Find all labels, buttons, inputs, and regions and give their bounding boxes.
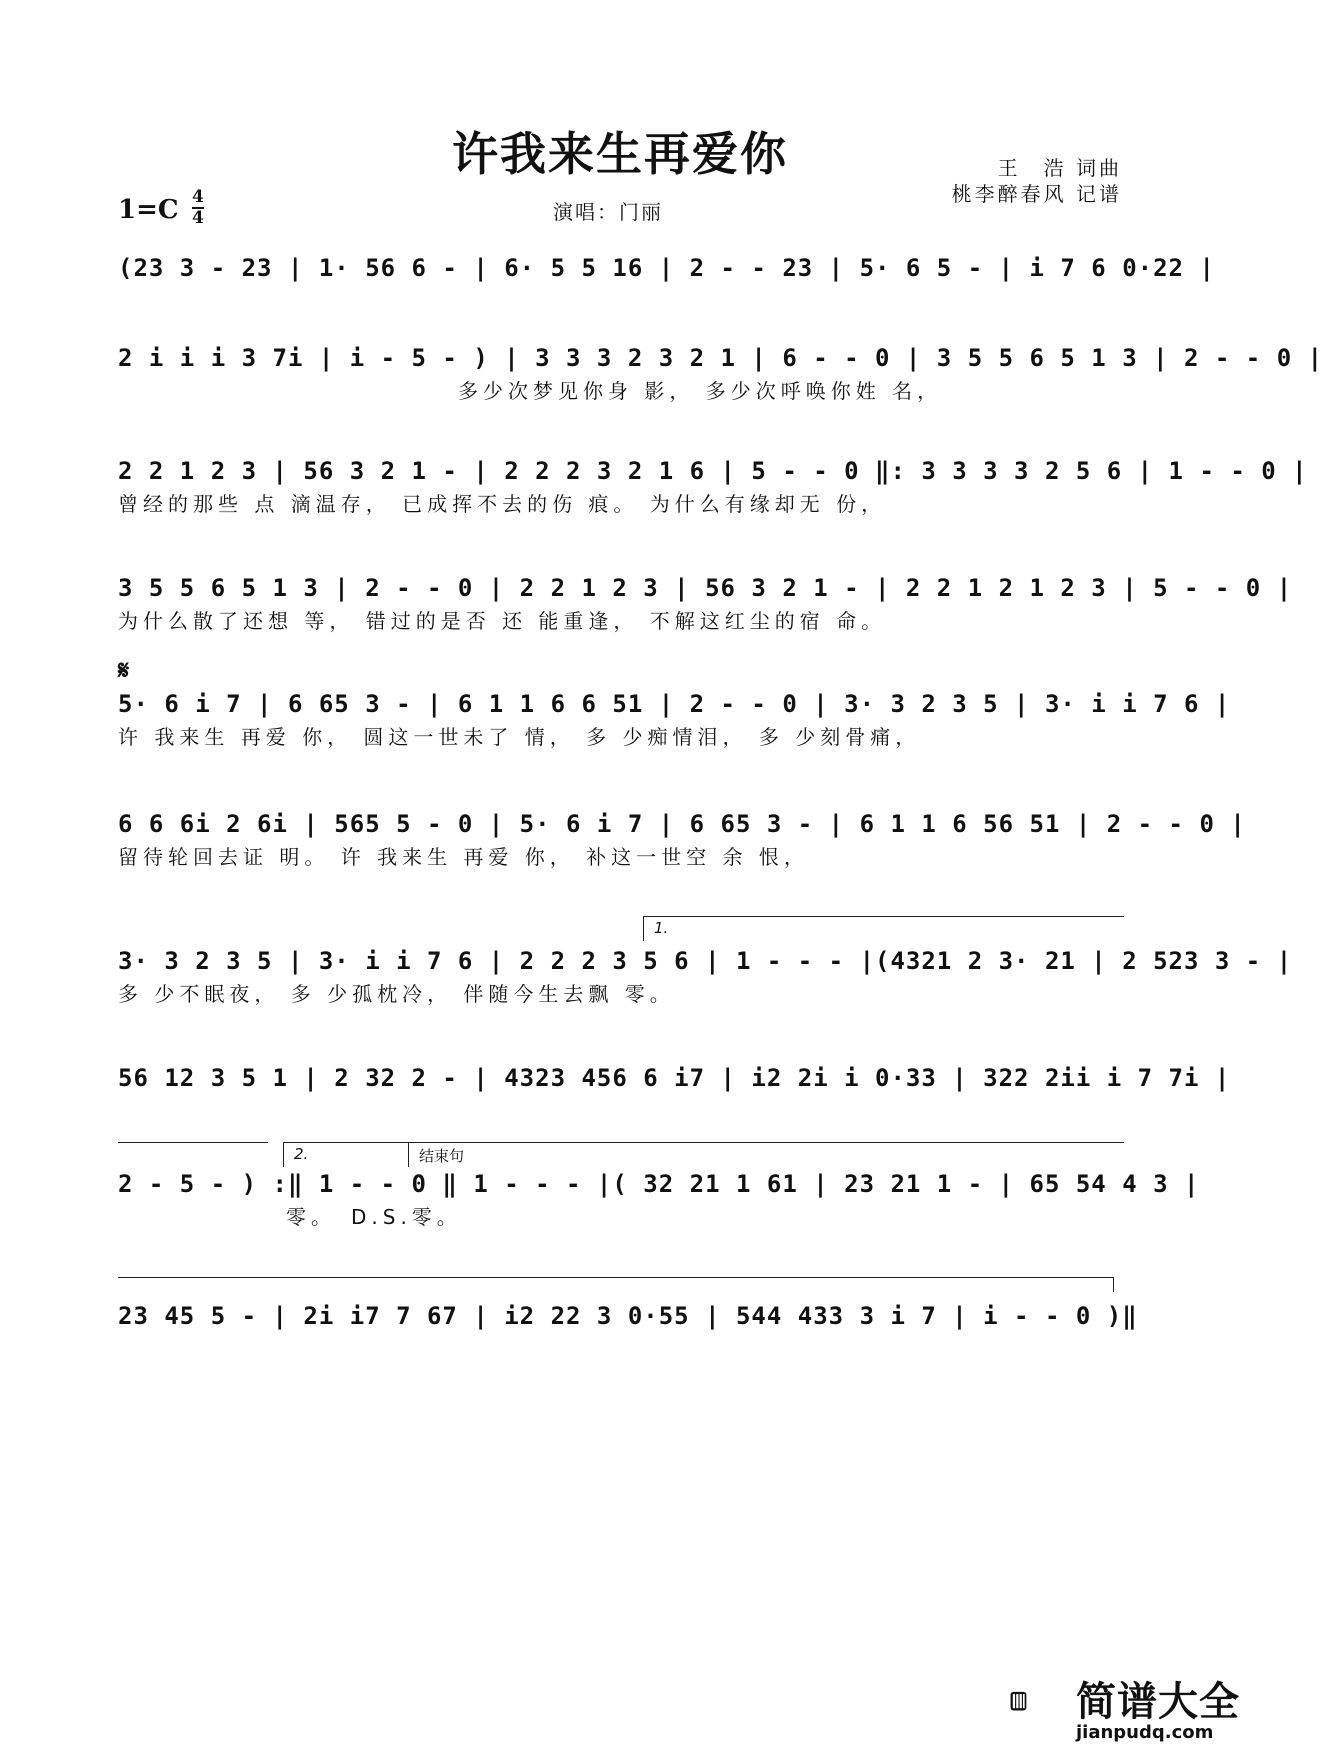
coda-bracket-line	[118, 1277, 1114, 1292]
logo-name: 简谱大全	[1076, 1679, 1240, 1725]
volta-second: 2.	[283, 1142, 412, 1167]
volta-lead-line	[118, 1142, 268, 1143]
score-row-10	[118, 1298, 1138, 1334]
score-row-7	[118, 943, 1293, 1009]
score-row-3	[118, 453, 1308, 519]
score-row-4	[118, 570, 1293, 636]
volta-first: 1.	[643, 916, 1124, 941]
credit-transcriber: 桃李醉春风 记谱	[951, 182, 1122, 206]
time-signature-top: 4	[192, 187, 204, 207]
notes-line: 3· 3 2 3 5 | 3· i i 7 6 | 2 2 2 3 5 6 | 1 - - - |(4321 2 3· 21 | 2 523 3 - |	[118, 947, 1293, 975]
notes-line: 2 i i i 3 7i | i - 5 - ) | 3 3 3 2 3 2 1 | 6 - - 0 | 3 5 5 6 5 1 3 | 2 - - 0 |	[118, 344, 1323, 372]
notes-line: 23 45 5 - | 2i i7 7 67 | i2 22 3 0·55 | 544 433 3 i 7 | i - - 0 )‖	[118, 1302, 1138, 1330]
lyrics-line: 多 少不眠夜， 多 少孤枕冷， 伴随今生去飘 零。	[118, 982, 675, 1006]
segno-sign: 𝄋	[118, 656, 130, 686]
logo-url: jianpudq.com	[1076, 1722, 1214, 1743]
score-row-2	[118, 340, 1323, 406]
score-row-9	[118, 1166, 1200, 1232]
lyrics-line: 许 我来生 再爱 你， 圆这一世未了 情， 多 少痴情泪， 多 少刻骨痛，	[118, 725, 921, 749]
notes-line: 56 12 3 5 1 | 2 32 2 - | 4323 456 6 i7 | i2 2i i 0·33 | 322 2ii i 7 7i |	[118, 1064, 1231, 1092]
time-signature-bottom: 4	[192, 208, 204, 228]
notes-line: 6 6 6i 2 6i | 565 5 - 0 | 5· 6 i 7 | 6 65 3 - | 6 1 1 6 56 51 | 2 - - 0 |	[118, 810, 1246, 838]
lyrics-line: 多少次梦见你身 影， 多少次呼唤你姓 名，	[458, 379, 943, 403]
notes-line: 2 - 5 - ) :‖ 1 - - 0 ‖ 1 - - - |( 32 21 1 61 | 23 21 1 - | 65 54 4 3 |	[118, 1170, 1200, 1198]
lyrics-line: 零。 D.S.零。	[286, 1205, 462, 1229]
lyrics-line: 留待轮回去证 明。 许 我来生 再爱 你， 补这一世空 余 恨，	[118, 845, 809, 869]
page-title: 许我来生再爱你	[452, 127, 788, 181]
lyrics-line: 曾经的那些 点 滴温存， 已成挥不去的伤 痕。 为什么有缘却无 份，	[118, 492, 887, 516]
lyrics-line: 为什么散了还想 等， 错过的是否 还 能重逢， 不解这红尘的宿 命。	[118, 609, 887, 633]
singer-credit: 演唱：门丽	[553, 200, 663, 224]
score-row-8	[118, 1060, 1231, 1096]
volta-ending: 结束句	[408, 1142, 1124, 1167]
piano-keys-logo-icon	[1010, 1666, 1072, 1738]
time-signature	[192, 188, 204, 228]
score-row-6	[118, 806, 1246, 872]
notes-line: (23 3 - 23 | 1· 56 6 - | 6· 5 5 16 | 2 - - 23 | 5· 6 5 - | i 7 6 0·22 |	[118, 254, 1215, 282]
notes-line: 5· 6 i 7 | 6 65 3 - | 6 1 1 6 6 51 | 2 - - 0 | 3· 3 2 3 5 | 3· i i 7 6 |	[118, 690, 1231, 718]
score-row-1	[118, 250, 1215, 286]
credit-lyricist-composer: 王 浩 词曲	[997, 156, 1122, 180]
key-signature: 1=C	[118, 195, 179, 225]
notes-line: 3 5 5 6 5 1 3 | 2 - - 0 | 2 2 1 2 3 | 56 3 2 1 - | 2 2 1 2 1 2 3 | 5 - - 0 |	[118, 574, 1293, 602]
score-row-5	[118, 686, 1231, 752]
notes-line: 2 2 1 2 3 | 56 3 2 1 - | 2 2 2 3 2 1 6 | 5 - - 0 ‖: 3 3 3 3 2 5 6 | 1 - - 0 |	[118, 457, 1308, 485]
